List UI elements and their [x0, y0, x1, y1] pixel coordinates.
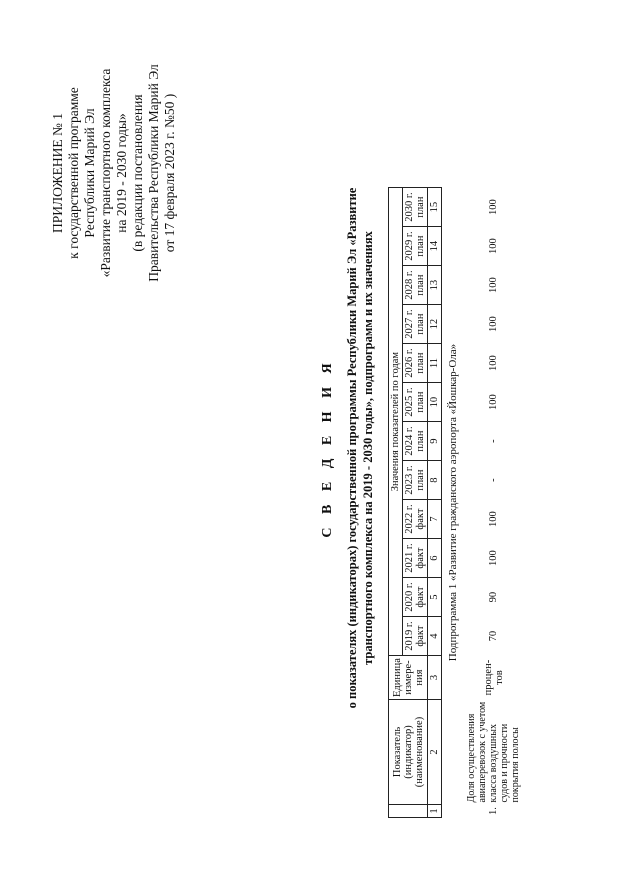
col-number: 3	[428, 656, 442, 700]
row-value: 100	[488, 238, 499, 254]
header-year: 2030 г. план	[403, 188, 428, 227]
col-number: 8	[428, 461, 442, 500]
row-value: -	[488, 478, 499, 482]
header-year: 2020 г. факт	[403, 578, 428, 617]
header-year: 2028 г. план	[403, 266, 428, 305]
header-year: 2019 г. факт	[403, 617, 428, 656]
col-number: 6	[428, 539, 442, 578]
row-unit: процен-тов	[482, 659, 505, 696]
header-year: 2026 г. план	[403, 344, 428, 383]
col-number: 7	[428, 500, 442, 539]
header-year: 2022 г. факт	[403, 500, 428, 539]
row-value: 100	[488, 511, 499, 527]
row-value: 70	[488, 630, 499, 642]
header-year: 2021 г. факт	[403, 539, 428, 578]
row-value: 100	[488, 199, 499, 215]
subprogram-title: Подпрограмма 1 «Развитие гражданского аэропорта «Йошкар-Ола»	[447, 343, 459, 662]
row-value: 100	[488, 355, 499, 371]
document-title: С В Е Д Е Н И Я	[320, 358, 335, 538]
header-year: 2024 г. план	[403, 422, 428, 461]
header-values-group: Значения показателей по годам	[389, 188, 403, 656]
col-number: 14	[428, 227, 442, 266]
row-value: 90	[488, 591, 499, 603]
appendix-line: ПРИЛОЖЕНИЕ № 1	[50, 112, 65, 234]
table-numbering-row	[428, 188, 442, 818]
appendix-line: к государственной программе	[66, 87, 81, 259]
header-indicator: Показатель (индикатор) (наименование)	[389, 700, 428, 805]
table-row	[465, 188, 522, 818]
indicators-table	[388, 187, 522, 818]
row-value: 100	[488, 316, 499, 332]
appendix-line: (в редакции постановления	[130, 94, 145, 252]
col-number: 9	[428, 422, 442, 461]
header-year: 2023 г. план	[403, 461, 428, 500]
col-number: 13	[428, 266, 442, 305]
rotated-content	[20, 8, 620, 888]
appendix-line: от 17 февраля 2023 г. №50 )	[162, 93, 177, 253]
col-number: 2	[428, 700, 442, 805]
col-number: 5	[428, 578, 442, 617]
header-year: 2027 г. план	[403, 305, 428, 344]
col-number: 15	[428, 188, 442, 227]
col-number: 1	[428, 805, 442, 818]
table-header-row	[389, 188, 403, 818]
appendix-block	[50, 48, 178, 298]
row-value: -	[488, 439, 499, 443]
col-number: 12	[428, 305, 442, 344]
subprogram-row	[442, 188, 466, 818]
col-number: 11	[428, 344, 442, 383]
row-value: 100	[488, 550, 499, 566]
header-year: 2029 г. план	[403, 227, 428, 266]
appendix-line: на 2019 - 2030 годы»	[114, 113, 129, 233]
appendix-line: Правительства Республики Марий Эл	[146, 64, 161, 282]
row-value: 100	[488, 277, 499, 293]
document-subtitle: о показателях (индикаторах) государственной программы Республики Марий Эл «Развитие транспортного комплекса на 2019 - 2030 годы», подпрограмм и их значениях	[345, 187, 375, 709]
appendix-line: «Развитие транспортного комплекса	[98, 68, 113, 278]
col-number: 10	[428, 383, 442, 422]
header-unit: Единица измере-ния	[389, 656, 428, 700]
header-num	[389, 805, 428, 818]
row-num: 1.	[488, 807, 499, 815]
row-value: 100	[488, 394, 499, 410]
col-number: 4	[428, 617, 442, 656]
header-year: 2025 г. план	[403, 383, 428, 422]
row-indicator: Доля осуществления авиаперевозок с учетом класса воздушных судов и прочности покрытия полосы	[466, 701, 521, 803]
appendix-line: Республики Марий Эл	[82, 108, 97, 238]
